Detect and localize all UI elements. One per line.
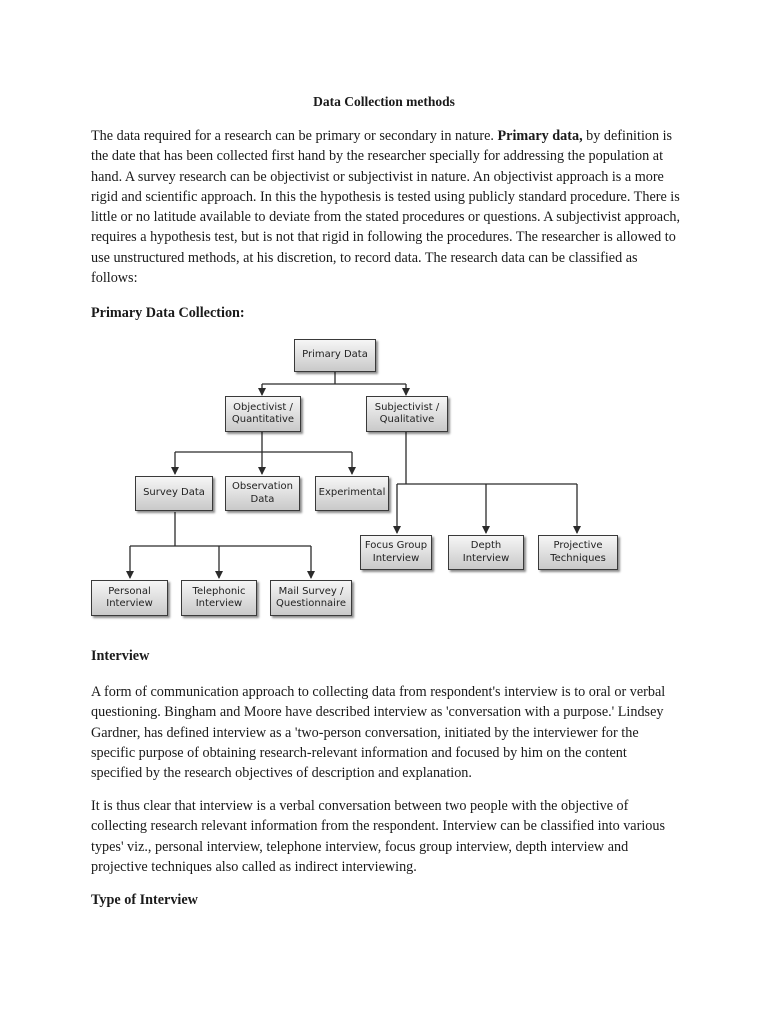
type-of-interview-heading: Type of Interview <box>91 892 198 908</box>
primary-data-bold: Primary data, <box>497 128 583 144</box>
node-depth-interview: Depth Interview <box>448 535 524 570</box>
connector-subjectivist <box>397 432 577 484</box>
node-observation-data: Observation Data <box>225 476 300 511</box>
node-projective: Projective Techniques <box>538 535 618 570</box>
connector-survey <box>130 512 311 546</box>
node-experimental: Experimental <box>315 476 389 511</box>
node-objectivist: Objectivist / Quantitative <box>225 396 301 432</box>
node-subjectivist: Subjectivist / Qualitative <box>366 396 448 432</box>
node-mail-survey: Mail Survey / Questionnaire <box>270 580 352 616</box>
intro-text: The data required for a research can be primary or secondary in nature. <box>91 128 498 144</box>
primary-data-heading: Primary Data Collection: <box>91 305 245 321</box>
connector-objectivist <box>175 432 352 452</box>
node-personal-interview: Personal Interview <box>91 580 168 616</box>
node-primary-data: Primary Data <box>294 339 376 372</box>
node-telephonic-interview: Telephonic Interview <box>181 580 257 616</box>
intro-text-rest: by definition is the date that has been collected first hand by the researcher specially for addressing the population at hand. A survey research can be objectivist or subjectivist in nature. An objectivist approach is a more rigid and scientific approach. In this the hypothesis is tested using publicly standard procedure. There is little or no latitude available to deviate from the stated procedures or questions. A subjectivist approach, requires a hypothesis test, but is not that rigid in following the procedures. The researcher is allowed to use unstructured methods, at his discretion, to record data. The research data can be classified as follows: <box>91 128 681 287</box>
interview-summary-paragraph: It is thus clear that interview is a verbal conversation between two people with the objective of collecting research relevant information from the respondent. Interview can be classified into various types' viz., personal interview, telephone interview, focus group interview, depth interview and projective techniques also called as indirect interviewing. <box>91 798 665 875</box>
interview-paragraph: A form of communication approach to collecting data from respondent's interview is to oral or verbal questioning. Bingham and Moore have described interview as 'conversation with a purpose.' Lindsey Gardner, has defined interview as a 'two-person conversation, initiated by the interviewer for the specific purpose of obtaining research-relevant information and focused by him on the content specified by the research objectives of description and explanation. <box>91 684 666 782</box>
node-survey-data: Survey Data <box>135 476 213 511</box>
interview-heading: Interview <box>91 648 150 664</box>
node-focus-group: Focus Group Interview <box>360 535 432 570</box>
document-title: Data Collection methods <box>313 94 455 109</box>
connector-primary <box>262 372 406 384</box>
